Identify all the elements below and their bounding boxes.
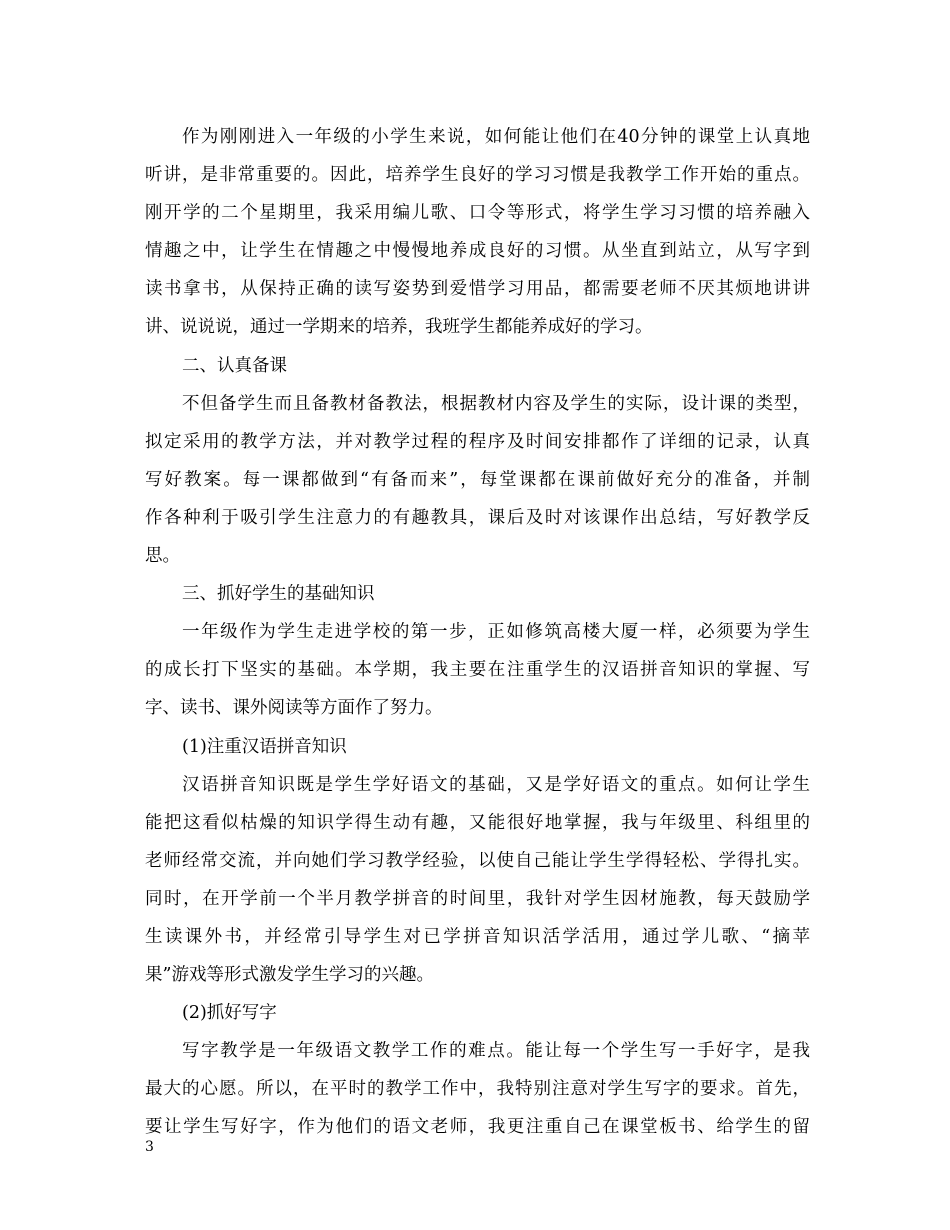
text-line: 要让学生写好字，作为他们的语文老师，我更注重自己在课堂板书、给学生的留 — [145, 1117, 810, 1138]
page-number: 3 — [145, 1139, 154, 1155]
text-line: 汉语拼音知识既是学生学好语文的基础，又是学好语文的重点。如何让学生 — [182, 774, 810, 795]
text-line: 刚开学的二个星期里，我采用编儿歌、口令等形式，将学生学习习惯的培养融入 — [145, 203, 810, 224]
text-line: 生读课外书，并经常引导学生对已学拼音知识活学活用，通过学儿歌、“摘苹 — [145, 926, 810, 947]
text-line: 的成长打下坚实的基础。本学期，我主要在注重学生的汉语拼音知识的掌握、写 — [145, 660, 810, 681]
text-line: 写好教案。每一课都做到“有备而来”，每堂课都在课前做好充分的准备，并制 — [145, 469, 810, 490]
text-line: 作各种利于吸引学生注意力的有趣教具，课后及时对该课作出总结，写好教学反 — [145, 507, 810, 528]
text-line: 三、抓好学生的基础知识 — [182, 584, 375, 605]
text-line: 拟定采用的教学方法，并对教学过程的程序及时间安排都作了详细的记录，认真 — [145, 431, 810, 452]
text-line: 读书拿书，从保持正确的读写姿势到爱惜学习用品，都需要老师不厌其烦地讲讲 — [145, 279, 810, 300]
text-line: 老师经常交流，并向她们学习教学经验，以使自己能让学生学得轻松、学得扎实。 — [145, 850, 810, 871]
text-line: 作为刚刚进入一年级的小学生来说，如何能让他们在40分钟的课堂上认真地 — [182, 127, 810, 147]
text-line: 听讲，是非常重要的。因此，培养学生良好的学习习惯是我教学工作开始的重点。 — [145, 165, 810, 186]
body-text — [145, 118, 810, 1147]
text-line: 最大的心愿。所以，在平时的教学工作中，我特别注意对学生写字的要求。首先， — [145, 1079, 810, 1100]
text-line: 情趣之中，让学生在情趣之中慢慢地养成良好的习惯。从坐直到站立，从写字到 — [145, 241, 810, 262]
text-line: 能把这看似枯燥的知识学得生动有趣，又能很好地掌握，我与年级里、科组里的 — [145, 812, 810, 833]
text-line: 一年级作为学生走进学校的第一步，正如修筑高楼大厦一样，必须要为学生 — [182, 622, 810, 643]
text-line: 二、认真备课 — [182, 355, 287, 376]
text-line: 思。 — [145, 546, 180, 567]
text-line: 果”游戏等形式激发学生学习的兴趣。 — [145, 965, 434, 986]
text-line: (1)注重汉语拼音知识 — [182, 736, 347, 757]
text-line: 写字教学是一年级语文教学工作的难点。能让每一个学生写一手好字，是我 — [182, 1041, 810, 1062]
text-line: 讲、说说说，通过一学期来的培养，我班学生都能养成好的学习。 — [145, 317, 653, 338]
text-line: 同时，在开学前一个半月教学拼音的时间里，我针对学生因材施教，每天鼓励学 — [145, 888, 810, 909]
text-line: (2)抓好写字 — [182, 1003, 277, 1024]
text-line: 字、读书、课外阅读等方面作了努力。 — [145, 698, 443, 719]
text-line: 不但备学生而且备教材备教法，根据教材内容及学生的实际，设计课的类型， — [182, 393, 810, 414]
